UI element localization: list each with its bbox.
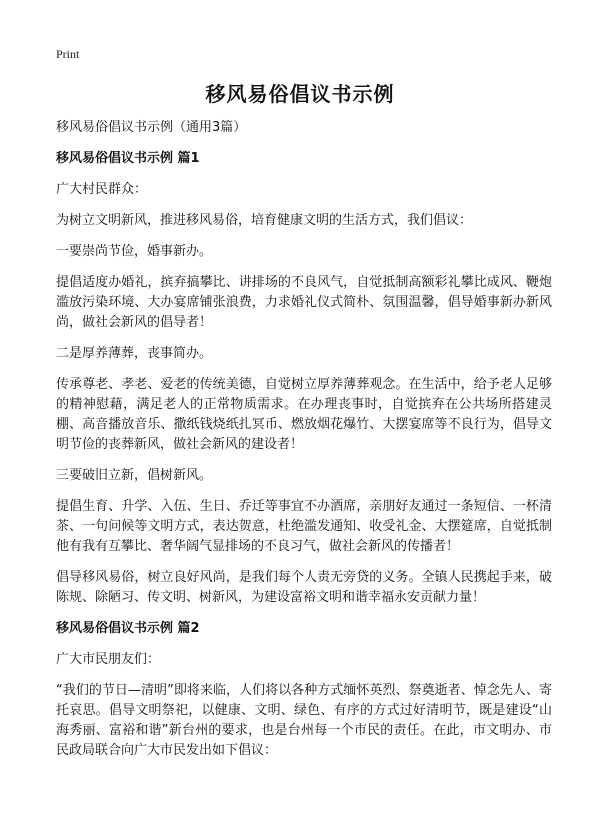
paragraph: “我们的节日—清明”即将来临，人们将以各种方式缅怀英烈、祭奠逝者、悼念先人、寄托哀思。倡导文明祭祀，以健康、文明、绿色、有序的方式过好清明节，既是建设“山海秀丽、富裕和谐”新台州的要求，也是台州每一个市民的责任。在此，市文明办、市民政局联合向广大市民发出如下倡议： bbox=[56, 683, 552, 758]
document-title: 移风易俗倡议书示例 bbox=[205, 82, 395, 106]
paragraph: 一要崇尚节俭，婚事新办。 bbox=[56, 244, 213, 259]
document-body bbox=[56, 118, 552, 772]
paragraph: 倡导移风易俗，树立良好风尚，是我们每个人责无旁贷的义务。全镇人民携起手来，破陈规、除陋习、传文明、树新风，为建设富裕文明和谐幸福永安贡献力量！ bbox=[56, 570, 552, 605]
paragraph: 二是厚养薄葬，丧事简办。 bbox=[56, 346, 213, 361]
section-heading: 移风易俗倡议书示例 篇1 bbox=[56, 151, 200, 166]
paragraph: 为树立文明新风，推进移风易俗，培育健康文明的生活方式，我们倡议： bbox=[56, 213, 473, 228]
paragraph: 移风易俗倡议书示例（通用3篇） bbox=[56, 120, 247, 135]
paragraph: 广大村民群众： bbox=[56, 182, 148, 197]
paragraph: 提倡生育、升学、入伍、生日、乔迁等事宜不办酒席，亲朋好友通过一条短信、一杯清茶、一句问候等文明方式，表达贺意，杜绝滥发通知、收受礼金、大摆筵席，自觉抵制他有我有互攀比、奢华阔气显排场的不良习气，做社会新风的传播者！ bbox=[56, 499, 552, 554]
section-heading: 移风易俗倡议书示例 篇2 bbox=[56, 621, 200, 636]
paragraph: 传承尊老、孝老、爱老的传统美德，自觉树立厚养薄葬观念。在生活中，给予老人足够的精神慰藉，满足老人的正常物质需求。在办理丧事时，自觉摈弃在公共场所搭建灵棚、高音播放音乐、撒纸钱烧纸扎冥币、燃放烟花爆竹、大摆宴席等不良行为，倡导文明节俭的丧葬新风，做社会新风的建设者！ bbox=[56, 377, 552, 452]
paragraph: 广大市民朋友们： bbox=[56, 652, 161, 667]
print-link[interactable]: Print bbox=[56, 47, 80, 61]
paragraph: 三要破旧立新，倡树新风。 bbox=[56, 468, 213, 483]
paragraph: 提倡适度办婚礼，摈弃搞攀比、讲排场的不良风气，自觉抵制高额彩礼攀比成风、鞭炮滥放污染环境、大办宴席铺张浪费，力求婚礼仪式简朴、氛围温馨，倡导婚事新办新风尚，做社会新风的倡导者！ bbox=[56, 275, 552, 330]
